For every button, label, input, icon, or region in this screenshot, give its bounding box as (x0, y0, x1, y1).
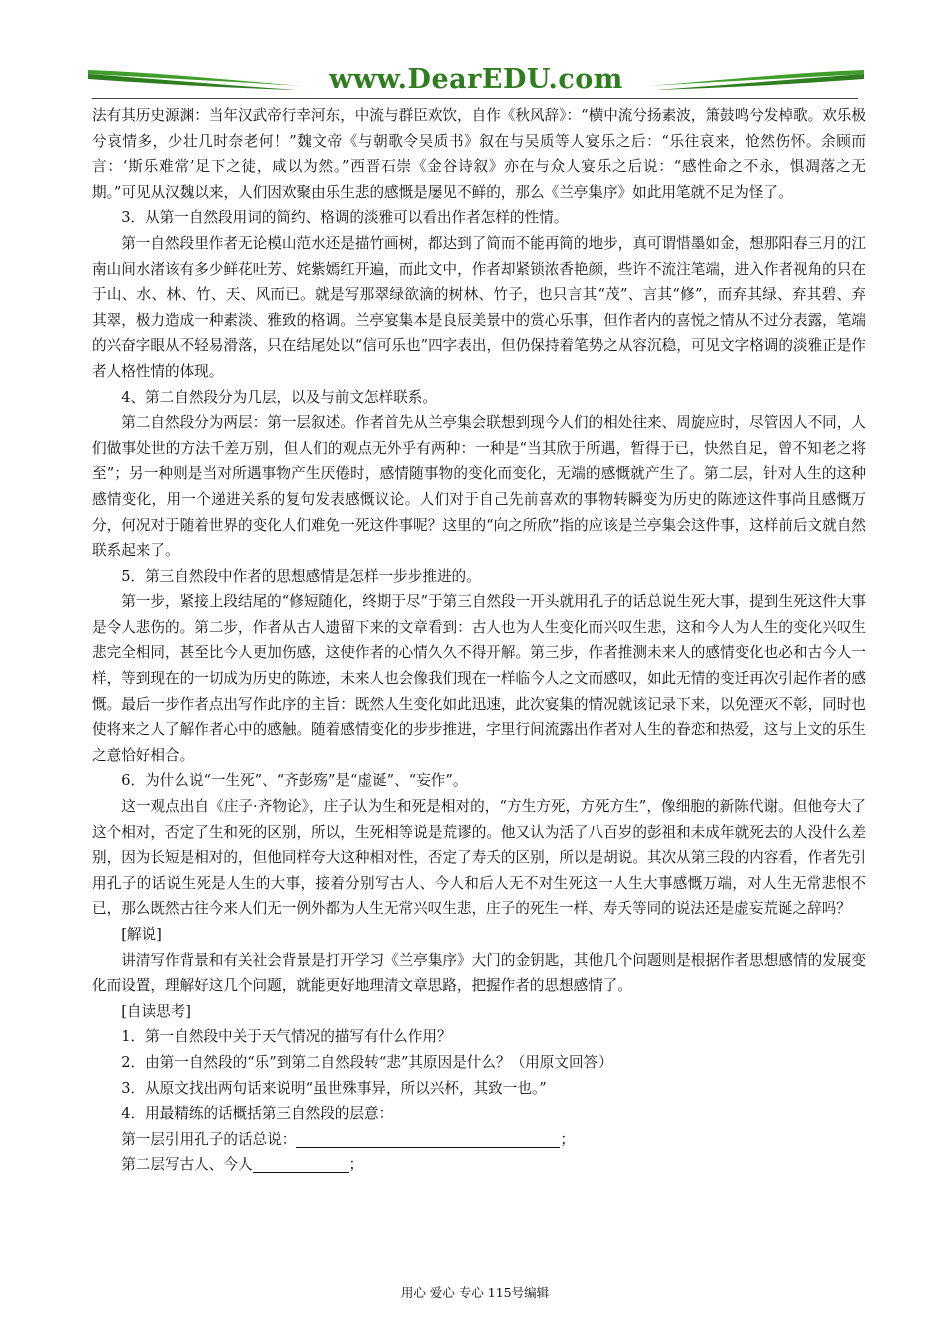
page-footer: 用心 爱心 专心 115号编辑 (400, 1285, 550, 1300)
answer-5: 第一步，紧接上段结尾的“修短随化，终期于尽”于第三自然段一开头就用孔子的话总说生死大事，提到生死这件大事是令人悲伤的。第二步，作者从古人遗留下来的文章看到：古人也为人生变化而兴叹生悲，这和今人为人生的变化兴叹生悲完全相同，甚至比今人更加伤感，这使作者的心情久久不得开解。第三步，作者推测未来人的感情变化也必和古今人一样，等到现在的一切成为历史的陈迹，未来人也会像我们现在一样临今人之文而感叹，如此无情的变迁再次引起作者的感慨。最后一步作者点出写作此序的主旨：既然人生变化如此迅速，此次宴集的情况就该记录下来，以免湮灭不彰，同时也使将来之人了解作者心中的感触。随着感情变化的步步推进，字里行间流露出作者对人生的眷恋和热爱，这与上文的乐生之意恰好相合。 (92, 593, 866, 764)
self-study-question-3: 3．从原文找出两句话来说明“虽世殊事异，所以兴杯，其致一也。” (121, 1079, 547, 1097)
answer-3: 第一自然段里作者无论模山范水还是描竹画树，都达到了简而不能再简的地步，真可谓惜墨如金，想那阳春三月的江南山间水渚该有多少鲜花吐芳、姹紫嫣红开遍，而此文中，作者却紧锁浓香艳颜，些许不流注笔端，进入作者视角的只在于山、水、林、竹、天、风而已。就是写那翠绿欲滴的树林、竹子，也只言其“茂”、言其“修”，而弃其绿、弃其碧、弃其翠，极力造成一种素淡、雅致的格调。兰亭宴集本是良辰美景中的赏心乐事，但作者内的喜悦之情从不过分表露，笔端的兴奋字眼从不轻易滑落，只在结尾处以“信可乐也”四字表出，但仍保持着笔势之从容沉稳，可见文字格调的淡雅正是作者人格性情的体现。 (92, 234, 866, 380)
fill-in-line-2 (92, 1152, 866, 1178)
document-body (92, 103, 866, 1178)
answer-4: 第二自然段分为两层：第一层叙述。作者首先从兰亭集会联想到现今人们的相处往来、周旋应时，尽管因人不同，人们做事处世的方法千差万别，但人们的观点无外乎有两种：一种是“当其欣于所遇，暂得于已，快然自足，曾不知老之将至”；另一种则是当对所遇事物产生厌倦时，感情随事物的变化而变化，无端的感慨就产生了。第二层，针对人生的这种感情变化，用一个递进关系的复句发表感慨议论。人们对于自己先前喜欢的事物转瞬变为历史的陈迹这件事尚且感慨万分，何况对于随着世界的变化人们难免一死这件事呢？这里的“向之所欣”指的应该是兰亭集会这件事，这样前后文就自然联系起来了。 (92, 414, 866, 560)
answer-blank-1[interactable] (296, 1131, 560, 1148)
self-study-question-4: 4．用最精练的话概括第三自然段的层意： (121, 1105, 394, 1123)
question-3: 3．从第一自然段用词的简约、格调的淡雅可以看出作者怎样的性情。 (121, 209, 569, 227)
commentary-text: 讲清写作背景和有关社会背景是打开学习《兰亭集序》大门的金钥匙，其他几个问题则是根据作者思想感情的发展变化而设置，理解好这几个问题，就能更好地理清文章思路，把握作者的思想感情了。 (92, 951, 866, 995)
fill-in-end-2: ； (348, 1156, 364, 1174)
fill-in-end-1: ； (560, 1130, 575, 1148)
self-study-question-1: 1．第一自然段中关于天气情况的描写有什么作用？ (121, 1028, 452, 1046)
paragraph-continued: 法有其历史源渊：当年汉武帝行幸河东，中流与群臣欢饮，自作《秋风辞》：“横中流兮扬素波，箫鼓鸣兮发棹歌。欢乐极兮哀情多，少壮几时奈老何！”魏文帝《与朝歌令吴质书》叙在与吴质等人宴乐之后：“乐往哀来，怆然伤怀。余顾而言：‘斯乐难常’足下之徒，咸以为然。”西晋石崇《金谷诗叙》亦在与众人宴乐之后说：“感性命之不永，惧凋落之无期。”可见从汉魏以来，人们因欢聚由乐生悲的感慨是屡见不鲜的，那么《兰亭集序》如此用笔就不足为怪了。 (92, 107, 866, 201)
fill-in-label-2: 第二层写古人、今人 (121, 1156, 253, 1174)
answer-6: 这一观点出自《庄子·齐物论》，庄子认为生和死是相对的，“方生方死，方死方生”，像细胞的新陈代谢。但他夸大了这个相对，否定了生和死的区别，所以，生死相等说是荒谬的。他又认为活了八百岁的彭祖和未成年就死去的人没什么差别，因为长短是相对的，但他同样夸大这种相对性，否定了寿夭的区别，所以是胡说。其次从第三段的内容看，作者先引用孔子的话说生死是人生的大事，接着分别写古人、今人和后人无不对生死这一人生大事感慨万端，对人生无常悲恨不已，那么既然古往今来人们无一例外都为人生无常兴叹生悲，庄子的死生一样、寿夭等同的说法还是虚妄荒诞之辞吗？ (92, 798, 866, 918)
self-study-label: [自读思考] (121, 1002, 191, 1020)
question-6: 6．为什么说“一生死”、“齐彭殇”是“虚诞”、“妄作”。 (121, 772, 468, 790)
self-study-question-2: 2．由第一自然段的“乐”到第二自然段转“悲”其原因是什么？（用原文回答） (121, 1053, 613, 1071)
fill-in-line-1 (92, 1127, 866, 1153)
site-header-banner (88, 58, 864, 100)
commentary-label: [解说] (121, 926, 162, 943)
header-divider (92, 98, 858, 99)
fill-in-label-1: 第一层引用孔子的话总说： (121, 1130, 297, 1148)
answer-blank-2[interactable] (253, 1156, 349, 1173)
question-5: 5．第三自然段中作者的思想感情是怎样一步步推进的。 (121, 567, 481, 585)
question-4: 4、第二自然段分为几层，以及与前文怎样联系。 (121, 388, 437, 406)
site-logo-text[interactable]: www.DearEDU.com (329, 64, 623, 95)
